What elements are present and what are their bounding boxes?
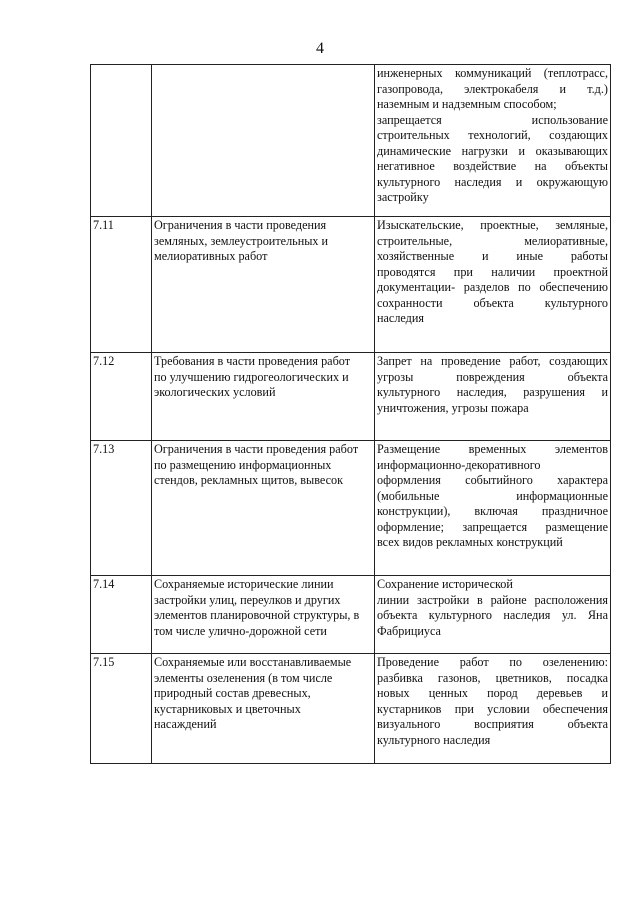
text-line: элементов планировочной структуры, в — [154, 608, 360, 622]
table-row — [91, 217, 611, 353]
text-line: застройки улиц, переулков и других — [154, 592, 341, 607]
text-line: по улучшению гидрогеологических и — [154, 369, 349, 384]
row-requirement-cell — [375, 654, 611, 764]
text-line: (мобильные информационные — [377, 488, 608, 503]
text-line: культурного наследия, разрушения и — [377, 385, 608, 399]
row-name-cell — [152, 441, 375, 576]
text-line: Сохранение исторической — [377, 577, 513, 591]
row-number-cell: 7.13 — [91, 441, 152, 576]
row-name-cell — [152, 65, 375, 217]
text-line: Ограничения в части проведения — [154, 218, 327, 232]
text-line: стендов, рекламных щитов, вывесок — [154, 473, 344, 487]
text-line: Сохраняемые исторические линии — [154, 577, 334, 591]
table-row — [91, 654, 611, 764]
text-line: проводятся при наличии проектной — [377, 264, 608, 279]
row-number-cell: 7.14 — [91, 576, 152, 654]
text-line: всех видов рекламных конструкций — [377, 535, 563, 549]
table-row — [91, 441, 611, 576]
text-line: мелиоративных работ — [154, 249, 268, 263]
table-row — [91, 576, 611, 654]
text-line: динамические нагрузки и оказывающих — [377, 143, 608, 158]
row-name-cell — [152, 217, 375, 353]
row-requirement-cell — [375, 217, 611, 353]
row-name-cell — [152, 654, 375, 764]
text-line: инженерных коммуникаций (теплотрасс, — [377, 66, 608, 80]
text-line: документации- разделов по обеспечению — [377, 280, 608, 294]
row-number-cell: 7.11 — [91, 217, 152, 353]
row-requirement-cell — [375, 65, 611, 217]
text-line: Ограничения в части проведения работ — [154, 442, 359, 456]
page-number: 4 — [316, 40, 324, 57]
text-line: Запрет на проведение работ, создающих — [377, 354, 608, 368]
text-line: Сохраняемые или восстанавливаемые — [154, 655, 352, 669]
text-line: кустарниковых и цветочных — [154, 701, 301, 716]
text-line: угрозы повреждения объекта — [377, 369, 608, 384]
row-name-cell — [152, 353, 375, 441]
text-line: строительные, мелиоративные, — [377, 233, 608, 248]
text-line: том числе улично-дорожной сети — [154, 623, 327, 638]
text-line: экологических условий — [154, 385, 276, 399]
row-requirement-cell — [375, 353, 611, 441]
text-line: элементы озеленения (в том числе — [154, 670, 333, 685]
text-line: наземным и надземным способом; — [377, 97, 557, 111]
text-line: наследия — [377, 311, 425, 325]
requirements-table — [90, 64, 611, 764]
text-line: оформление; запрещается размещение — [377, 519, 608, 534]
text-line: Изыскательские, проектные, земляные, — [377, 218, 608, 232]
text-line: земляных, землеустроительных и — [154, 233, 329, 248]
text-line: уничтожения, угрозы пожара — [377, 400, 529, 415]
row-number-cell — [91, 65, 152, 217]
text-line: Требования в части проведения работ — [154, 354, 351, 368]
text-line: строительных технологий, создающих — [377, 128, 608, 142]
row-requirement-cell — [375, 576, 611, 654]
text-line: визуального восприятия объекта — [377, 717, 608, 731]
text-line: застройку — [377, 190, 429, 204]
text-line: запрещается использование — [377, 112, 608, 127]
table-body — [91, 65, 611, 764]
text-line: природный состав древесных, — [154, 686, 311, 700]
text-line: информационно-декоративного — [377, 457, 541, 472]
text-line: Размещение временных элементов — [377, 442, 608, 456]
text-line: Фабрициуса — [377, 623, 441, 638]
text-line: сохранности объекта культурного — [377, 295, 608, 310]
text-line: газопровода, электрокабеля и т.д.) — [377, 81, 608, 96]
text-line: по размещению информационных — [154, 457, 332, 472]
row-name-cell — [152, 576, 375, 654]
text-line: хозяйственные и иные работы — [377, 249, 608, 263]
text-line: культурного наследия — [377, 732, 491, 747]
text-line: новых ценных пород деревьев и — [377, 686, 608, 700]
table-row — [91, 353, 611, 441]
text-line: насаждений — [154, 717, 217, 731]
row-number-cell: 7.15 — [91, 654, 152, 764]
text-line: конструкции), включая праздничное — [377, 504, 608, 518]
row-number-cell: 7.12 — [91, 353, 152, 441]
text-line: Проведение работ по озеленению: — [377, 655, 608, 669]
text-line: кустарников при условии обеспечения — [377, 701, 608, 716]
text-line: линии застройки в районе расположения — [377, 592, 608, 607]
row-requirement-cell — [375, 441, 611, 576]
text-line: культурного наследия и окружающую — [377, 174, 608, 189]
text-line: объекта культурного наследия ул. Яна — [377, 608, 608, 622]
text-line: разбивка газонов, цветников, посадка — [377, 670, 608, 685]
table-row — [91, 65, 611, 217]
text-line: негативное воздействие на объекты — [377, 159, 608, 173]
text-line: оформления событийного характера — [377, 473, 608, 487]
